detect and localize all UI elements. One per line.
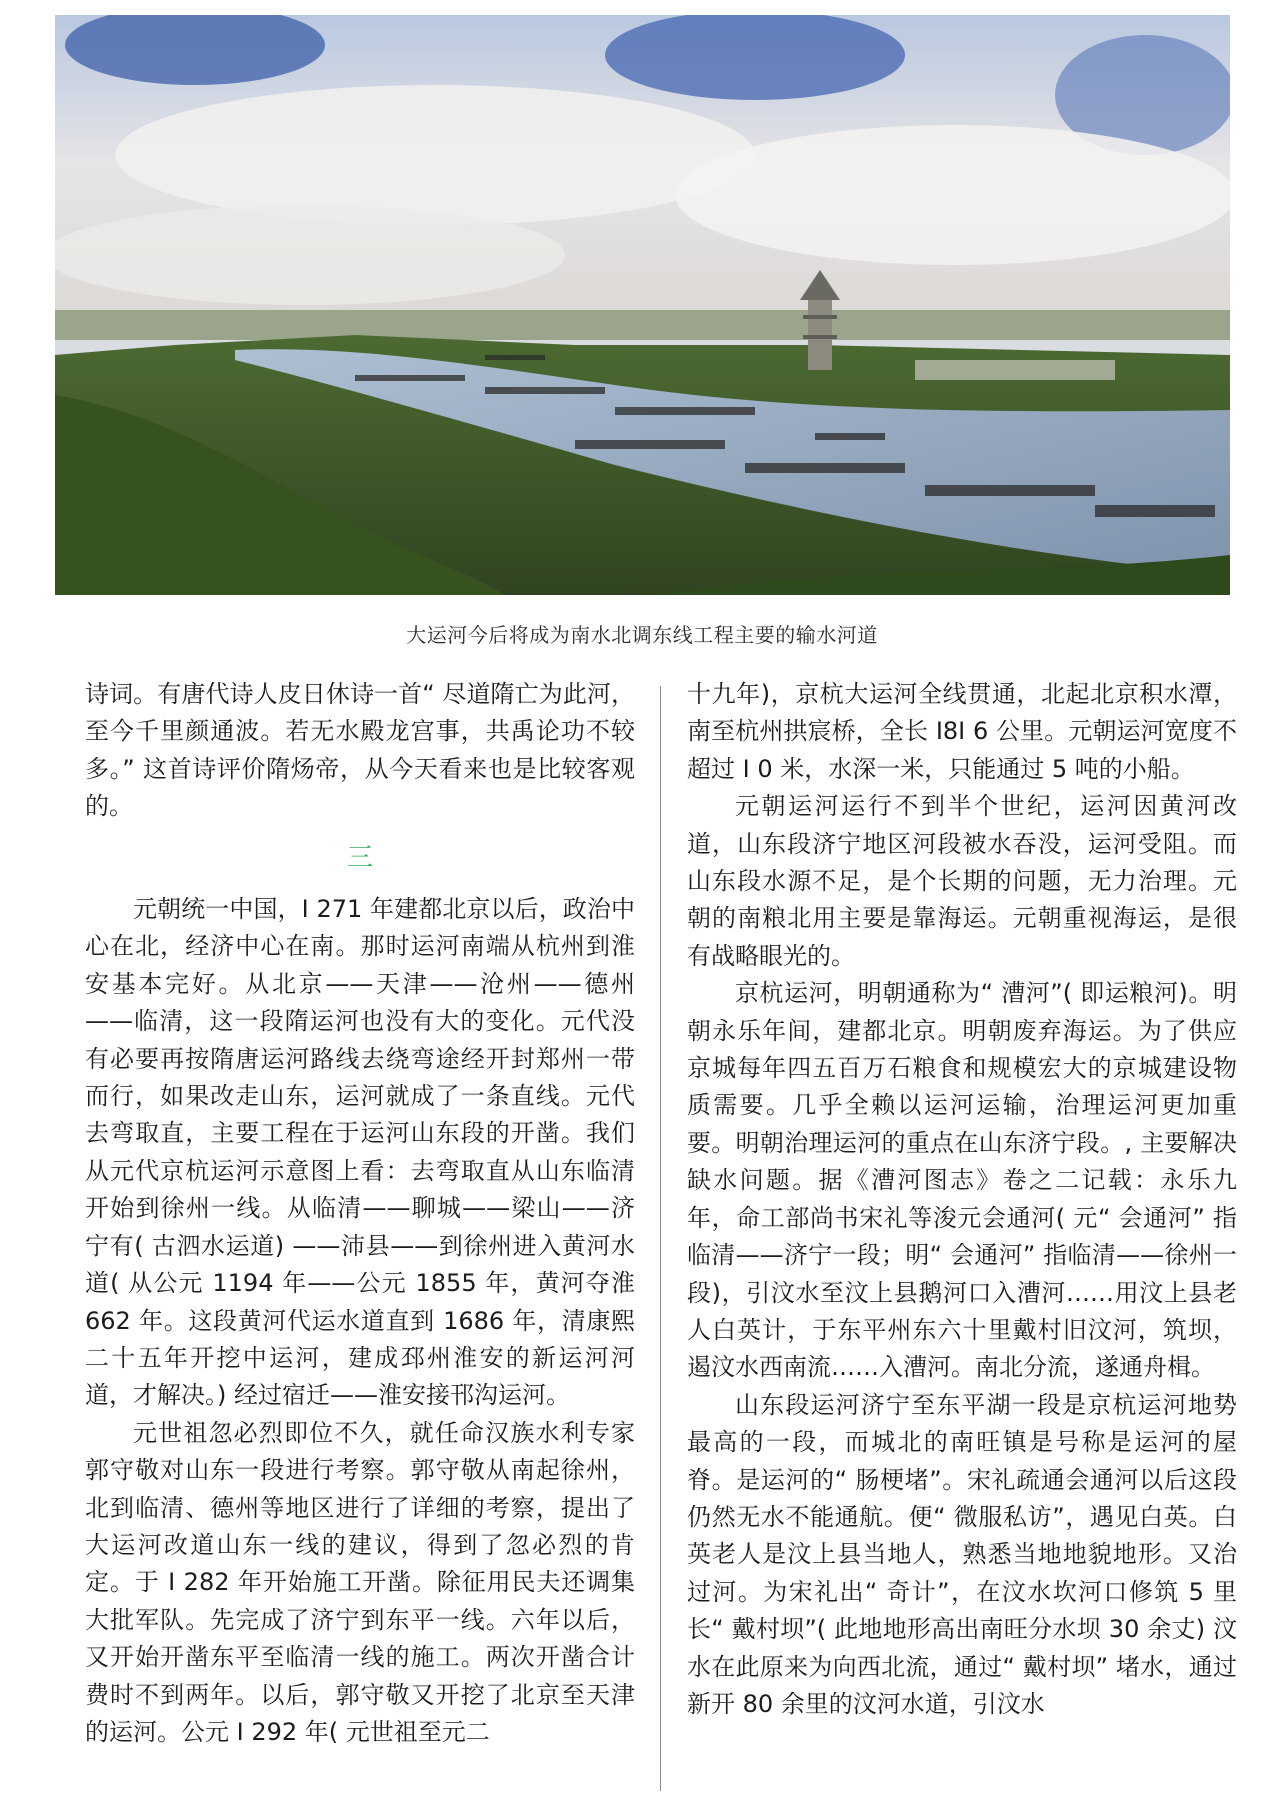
photo-caption: 大运河今后将成为南水北调东线工程主要的输水河道 bbox=[406, 623, 878, 647]
column-divider bbox=[660, 686, 661, 1791]
right-paragraph-3: 山东段运河济宁至东平湖一段是京杭运河地势最高的一段，而城北的南旺镇是号称是运河的屋脊。是运河的“ 肠梗堵”。宋礼疏通会通河以后这段仍然无水不能通航。便“ 微服私访”，遇见白英。白英老人是汶上县当地人，熟悉当地地貌地形。又治过河。为宋礼出“ 奇计”，在汶水坎河口修筑 5 里长“ 戴村坝”( 此地地形高出南旺分水坝 30 余丈) 汶水在此原来为向西北流，通过“ 戴村坝” 堵水，通过新开 80 余里的汶河水道，引汶水 bbox=[687, 1390, 1237, 1718]
section-number: 三 bbox=[346, 842, 373, 873]
right-paragraph-continued: 十九年)，京杭大运河全线贯通，北起北京积水潭，南至杭州拱宸桥，全长 I8I 6 公里。元朝运河宽度不超过 I 0 米，水深一米，只能通过 5 吨的小船。 bbox=[687, 680, 1237, 783]
left-column bbox=[85, 676, 635, 1751]
left-paragraph-continued: 诗词。有唐代诗人皮日休诗一首“ 尽道隋亡为此河，至今千里颜通波。若无水殿龙宫事，共禹论功不较多。” 这首诗评价隋炀帝，从今天看来也是比较客观的。 bbox=[85, 680, 635, 821]
right-paragraph-2: 京杭运河，明朝通称为“ 漕河”( 即运粮河)。明朝永乐年间，建都北京。明朝废弃海运。为了供应京城每年四五百万石粮食和规模宏大的京城建设物质需要。几乎全赖以运河运输，治理运河更加重要。明朝治理运河的重点在山东济宁段。, 主要解决缺水问题。据《漕河图志》卷之二记载：永乐九年，命工部尚书宋礼等浚元会通河( 元“ 会通河” 指临清——济宁一段；明“ 会通河” 指临清——徐州一段)，引汶水至汶上县鹅河口入漕河……用汶上县老人白英计，于东平州东六十里戴村旧汶河，筑坝，遏汶水西南流……入漕河。南北分流，遂通舟楫。 bbox=[687, 979, 1237, 1382]
right-column bbox=[687, 676, 1237, 1723]
canal-landscape-photo bbox=[55, 15, 1230, 595]
right-paragraph-1: 元朝运河运行不到半个世纪，运河因黄河改道，山东段济宁地区河段被水吞没，运河受阻。而山东段水源不足，是个长期的问题，无力治理。元朝的南粮北用主要是靠海运。元朝重视海运，是很有战略眼光的。 bbox=[687, 792, 1237, 970]
left-paragraph-2: 元世祖忽必烈即位不久，就任命汉族水利专家郭守敬对山东一段进行考察。郭守敬从南起徐州，北到临清、德州等地区进行了详细的考察，提出了大运河改道山东一线的建议，得到了忽必烈的肯定。于 I 282 年开始施工开凿。除征用民夫还调集大批军队。先完成了济宁到东平一线。六年以后，又开始开凿东平至临清一线的施工。两次开凿合计费时不到两年。以后，郭守敬又开挖了北京至天津的运河。公元 I 292 年( 元世祖至元二 bbox=[85, 1418, 635, 1746]
left-paragraph-1: 元朝统一中国，I 271 年建都北京以后，政治中心在北，经济中心在南。那时运河南端从杭州到淮安基本完好。从北京——天津——沧州——德州——临清，这一段隋运河也没有大的变化。元代没有必要再按隋唐运河路线去绕弯途经开封郑州一带而行，如果改走山东，运河就成了一条直线。元代去弯取直，主要工程在于运河山东段的开凿。我们从元代京杭运河示意图上看：去弯取直从山东临清开始到徐州一线。从临清——聊城——梁山——济宁有( 古泗水运道) ——沛县——到徐州进入黄河水道( 从公元 1194 年——公元 1855 年，黄河夺淮 662 年。这段黄河代运水道直到 1686 年，清康熙二十五年开挖中运河，建成邳州淮安的新运河河道，才解决。) 经过宿迁——淮安接邗沟运河。 bbox=[85, 895, 635, 1410]
photo-illustration bbox=[55, 15, 1230, 595]
